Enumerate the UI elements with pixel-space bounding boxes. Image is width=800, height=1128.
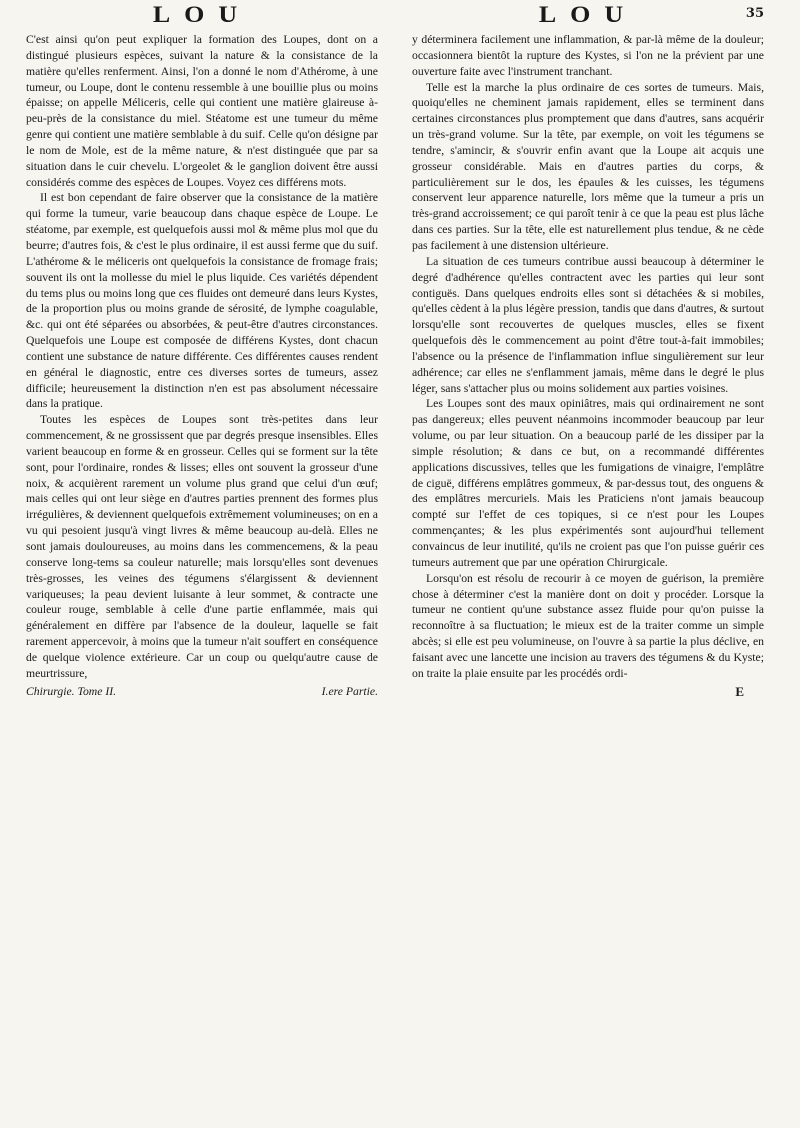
- right-paragraph-2: Telle est la marche la plus ordinaire de ces sortes de tumeurs. Mais, quoiqu'elles ne cheminent jamais rapidement, elles se terminent dans certaines circonstances plus promptement que dans d'autres, sans acquérir un très-grand volume. Sur la tête, par exemple, on voit les tégumens se tendre, s'amincir, & s'ouvrir enfin avant que la Loupe ait acquis une grosseur considérable. Mais en d'autres parties du corps, & particulièrement sur le dos, les épaules & les cuisses, les tégumens conservent leur apparence naturelle, lors même que la tumeur a pris un très-grand accroissement; ce qui paroît tenir à ce que la peau est plus lâche dans ces parties. Sur la tête, elle est naturellement plus tendue, & ne cède pas facilement à une distension ultérieure.: [412, 80, 764, 252]
- right-paragraph-1: y déterminera facilement une inflammation, & par-là même de la douleur; occasionnera bientôt la rupture des Kystes, si l'on ne la prévient par une ouverture faite avec l'instrument tranchant.: [412, 33, 764, 78]
- left-paragraph-3: Toutes les espèces de Loupes sont très-petites dans leur commencement, & ne grossissent que par degrés presque insensibles. Elles varient beaucoup en forme & en grosseur. Celles qui se forment sur la tête sont, pour l'ordinaire, rondes & lisses; elles ont souvent la grosseur d'une noix, & acquièrent rarement un volume plus grand que celui d'un œuf; mais celles qui ont leur siège en d'autres parties prennent des formes plus irrégulières, & deviennent quelquefois extrêmement volumineuses; on en a vu qui pesoient jusqu'à vingt livres & même beaucoup au-delà. Elles ne sont jamais douloureuses, au moins dans les commencemens, & la peau conserve long-tems sa couleur naturelle; mais lorsqu'elles sont devenues très-grosses, les veines des tégumens s'élargissent & deviennent variqueuses; la peau devient luisante à leur sommet, & contracte une couleur rouge, semblable à celle d'une partie enflammée, mais qui généralement en diffère par l'absence de la douleur, laquelle se fait rarement appercevoir, à moins que la tumeur n'ait souffert en conséquence de quelque violence extérieure. Car un coup ou quelqu'autre cause de meurtrissure,: [26, 413, 378, 680]
- right-paragraph-4: Les Loupes sont des maux opiniâtres, mais qui ordinairement ne sont pas dangereux; elles peuvent néanmoins incommoder beaucoup par leur volume, ou par leur situation. On a beaucoup parlé de les dissiper par la simple résolution; & dans ce but, on a recommandé différentes applications discussives, telles que les fumigations de vinaigre, l'emplâtre de ciguë, différens emplâtres gommeux, & par-dessus tout, des onguens & des emplâtres mercuriels. Mais les Praticiens n'ont jamais beaucoup compté sur l'effet de ces topiques, si ce n'est pour les Loupes commençantes; & les plus expérimentés sont aujourd'hui tellement convaincus de leur inutilité, qu'ils ne croient pas que l'on puisse guérir ces tumeurs autrement que par une opération Chirurgicale.: [412, 397, 764, 569]
- left-paragraph-1: C'est ainsi qu'on peut expliquer la formation des Loupes, dont on a distingué plusieurs espèces, suivant la nature & la consistance de la matière qu'elles renferment. Ainsi, l'on a donné le nom d'Athérome, à une tumeur, ou Loupe, dont le contenu ressemble à une bouillie plus ou moins épaisse; on appelle Méliceris, celle qui contient une matière glaireuse à-peu-près de la consistance du miel. Stéatome est une tumeur du même genre qui contient une matière semblable à du suif. Celle qu'on désigne par le nom de Mole, est de la même nature, & n'est distinguée que par sa situation dans le cuir chevelu. L'orgeolet & le ganglion doivent être aussi considérés comme des espèces de Loupes. Voyez ces différens mots.: [26, 33, 378, 189]
- page-number: 35: [745, 6, 764, 21]
- footer-part: I.ere Partie.: [321, 684, 378, 698]
- left-body-text: [26, 32, 378, 682]
- right-paragraph-5: Lorsqu'on est résolu de recourir à ce moyen de guérison, la première chose à déterminer c'est la manière dont on doit y procéder. Lorsque la tumeur ne contient qu'une substance assez fluide pour qu'on puisse la reconnoître à sa fluctuation; le mieux est de la traiter comme un simple abcès; si elle est peu volumineuse, on l'ouvre à sa partie la plus déclive, en faisant avec une lancette une incision au travers des tégumens & du Kyste; on traite la plaie ensuite par les procédés ordi-: [412, 571, 764, 680]
- left-paragraph-2: Il est bon cependant de faire observer que la consistance de la matière qui forme la tumeur, varie beaucoup dans chaque espèce de Loupe. Le stéatome, par exemple, est quelquefois aussi mol & même plus mol que du beurre; d'autres fois, & c'est le plus ordinaire, il est aussi ferme que du suif. L'athérome & le méliceris ont quelquefois la consistance de fromage frais; souvent ils ont la mollesse du miel le plus liquide. Ces variétés dépendent du tems plus ou moins long que ces fluides ont demeuré dans leurs Kystes, de la proportion plus ou moins grande de sérosité, de lymphe coagulable, &c. qui ont été séparées ou absorbées, & peut-être d'autres circonstances. Quelquefois une Loupe est composée de différens Kystes, dont chacun contient une substance de nature différente. Ces différentes causes rendent en général le diagnostic, entre ces diverses sortes de tumeurs, assez difficile; heureusement la distinction n'en est pas absolument nécessaire dans la pratique.: [26, 191, 378, 411]
- footer-volume: Chirurgie. Tome II.: [26, 684, 117, 698]
- left-page-column: [26, 0, 378, 699]
- right-page-header: [412, 0, 764, 30]
- right-running-head: LOU: [538, 1, 638, 28]
- left-running-head: LOU: [152, 1, 252, 28]
- left-page-footer: [26, 684, 378, 699]
- right-body-text: [412, 32, 764, 682]
- right-paragraph-3: La situation de ces tumeurs contribue aussi beaucoup à déterminer le degré d'adhérence qu'elles contractent avec les parties qui leur sont contiguës. Dans quelques endroits elles sont si détachées & si mobiles, qu'elles cèdent à la plus légère pression, tandis que dans d'autres, & surtout lorsqu'elle sont recouvertes de quelques muscles, elles se fixent quelquefois dès le commencement au point d'être tout-à-fait immobiles; l'absence ou la présence de l'inflammation influe singulièrement sur leur adhérence; car elles ne s'enflamment jamais, même dans le degré le plus léger, sans s'attacher plus ou moins solidement aux parties voisines.: [412, 254, 764, 395]
- left-page-header: [26, 0, 378, 30]
- right-page-column: [412, 0, 764, 700]
- signature-mark: E: [735, 683, 744, 699]
